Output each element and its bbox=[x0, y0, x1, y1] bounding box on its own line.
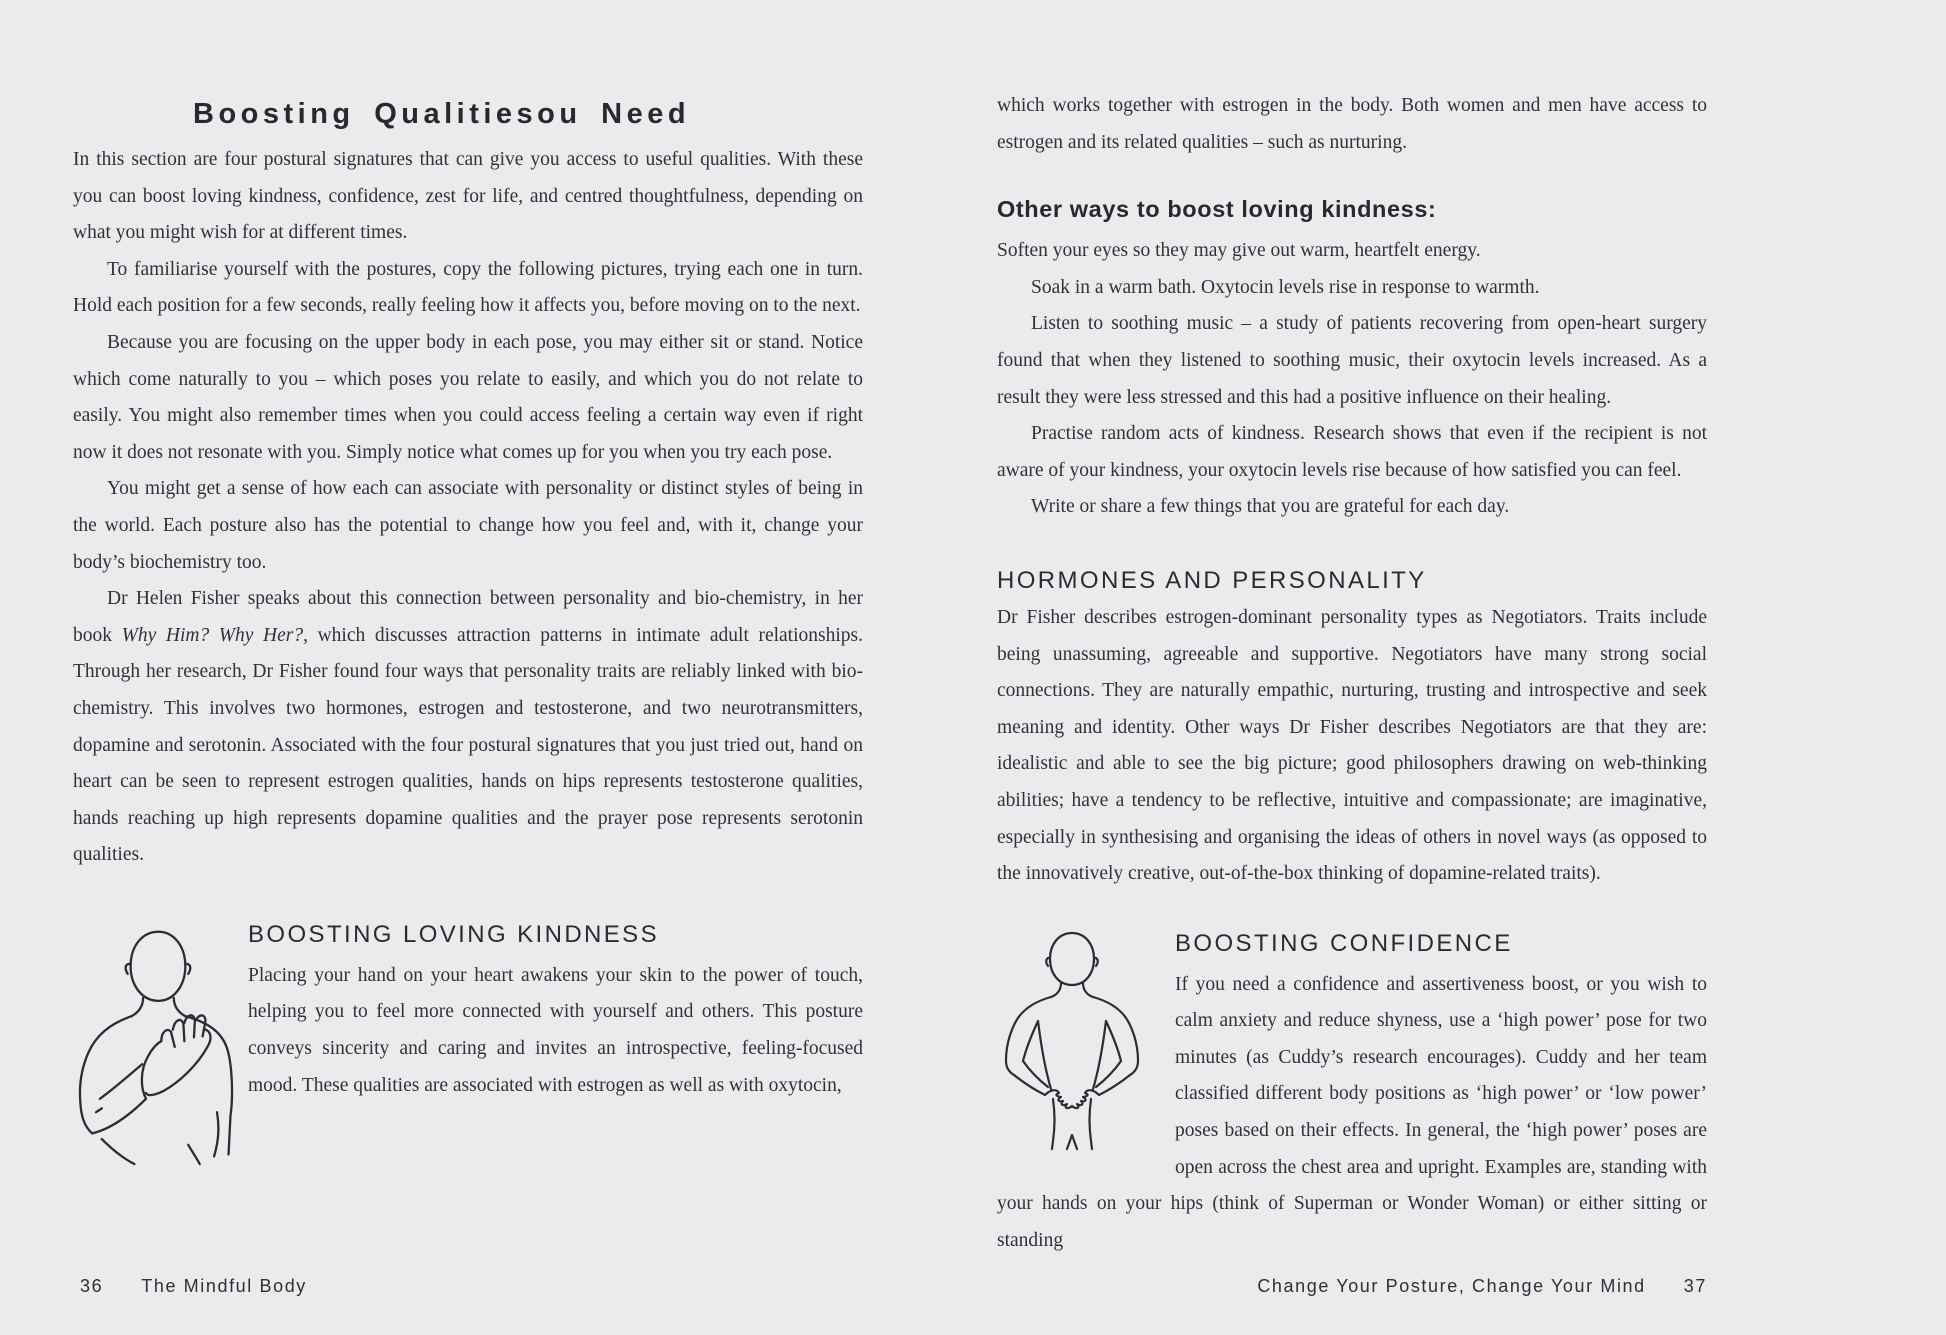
confidence-paragraph: If you need a confidence and assertiveness boost, or you wish to calm anxiety and reduce shyness, use a ‘high power’ pose for two minutes (as Cuddy’s research encourages). Cuddy and her team classified different body positions as ‘high power’ or ‘low power’ poses based on their effects. In general, the ‘high power’ poses are open across the chest area and upright. Examples are, standing with your hands on your hips (think of Superman or Wonder Woman) or either sitting or standing bbox=[997, 973, 1707, 1251]
right-body-text bbox=[997, 88, 1707, 1259]
figure-hand-on-heart bbox=[73, 920, 248, 1170]
hands-on-hips-illustration bbox=[997, 929, 1147, 1151]
tips-list bbox=[997, 233, 1707, 526]
paragraph: In this section are four postural signatures that can give you access to useful qualities. With these you can boost loving kindness, confidence, zest for life, and centred thoughtfulness, depending on what you might wish for at different times. bbox=[73, 149, 863, 244]
book-reference-italic: Why Him? Why Her? bbox=[121, 624, 304, 646]
section-heading-hormones: HORMONES AND PERSONALITY bbox=[997, 566, 1427, 594]
tip-item: Soften your eyes so they may give out warm, heartfelt energy. bbox=[997, 240, 1481, 262]
right-page bbox=[997, 0, 1707, 1259]
paragraph: To familiarise yourself with the postures, copy the following pictures, trying each one in turn. Hold each position for a few seconds, really feeling how it affects you, before moving on to the next. bbox=[73, 258, 863, 317]
paragraph: which works together with estrogen in the body. Both women and men have access to estrogen and its related qualities – such as nurturing. bbox=[997, 95, 1707, 153]
fisher-text-after: , which discusses attraction patterns in intimate adult relationships. Through her research, Dr Fisher found four ways that personality traits are reliably linked with bio-chemistry. This involves two hormones, estrogen and testosterone, and two neurotransmitters, dopamine and serotonin. Associated with the four postural signatures that you just tried out, hand on heart can be seen to represent estrogen qualities, hands on hips represents testosterone qualities, hands reaching up high represents dopamine qualities and the prayer pose represents serotonin qualities. bbox=[73, 624, 863, 866]
paragraph: You might get a sense of how each can associate with personality or distinct styles of being in the world. Each posture also has the potential to change how you feel and, with it, change your body’s biochemistry too. bbox=[73, 478, 863, 573]
right-page-footer bbox=[1257, 1276, 1707, 1297]
section-heading-confidence: BOOSTING CONFIDENCE bbox=[1175, 929, 1513, 957]
figure-hands-on-hips bbox=[997, 929, 1175, 1151]
section-heading-other-ways: Other ways to boost loving kindness: bbox=[997, 196, 1437, 223]
left-page-footer bbox=[80, 1276, 307, 1297]
tip-item: Practise random acts of kindness. Research shows that even if the recipient is not aware of your kindness, your oxytocin levels rise because of how satisfied you can feel. bbox=[997, 423, 1707, 481]
chapter-title-footer: Change Your Posture, Change Your Mind bbox=[1257, 1276, 1646, 1296]
page-number: 37 bbox=[1683, 1276, 1707, 1296]
loving-kindness-paragraph: Placing your hand on your heart awakens your skin to the power of touch, helping you to feel more connected with yourself and others. This posture conveys sincerity and caring and invites an introspective, feeling-focused mood. These qualities are associated with estrogen as well as with oxytocin, bbox=[248, 964, 863, 1096]
paragraph-fisher bbox=[73, 581, 863, 874]
paragraph: Because you are focusing on the upper body in each pose, you may either sit or stand. Notice which come naturally to you – which poses you relate to easily, and which you do not relate to easily. You might also remember times when you could access feeling a certain way even if right now it does not resonate with you. Simply notice what comes up for you when you try each pose. bbox=[73, 331, 863, 463]
page-number: 36 bbox=[80, 1276, 104, 1296]
fisher-text-before: Dr Helen Fisher speaks about this connection between personality and bio-chemistry, in her book bbox=[73, 588, 863, 646]
tip-item: Soak in a warm bath. Oxytocin levels rise in response to warmth. bbox=[1031, 276, 1540, 298]
left-page bbox=[73, 0, 863, 1170]
hand-on-heart-illustration bbox=[73, 920, 241, 1170]
loving-kindness-section bbox=[73, 920, 863, 1104]
section-heading-loving-kindness: BOOSTING LOVING KINDNESS bbox=[248, 920, 660, 948]
page-title: Boosting Qualitiesou Need bbox=[193, 98, 691, 130]
hormones-paragraph: Dr Fisher describes estrogen-dominant personality types as Negotiators. Traits include being unassuming, agreeable and supportive. Negotiators have many strong social connections. They are naturally empathic, nurturing, trusting and introspective and seek meaning and identity. Other ways Dr Fisher describes Negotiators are that they are: idealistic and able to see the big picture; good philosophers drawing on web-thinking abilities; have a tendency to be reflective, intuitive and compassionate; are imaginative, especially in synthesising and organising the ideas of others in novel ways (as opposed to the innovatively creative, out-of-the-box thinking of dopamine-related traits). bbox=[997, 606, 1707, 885]
tip-item: Listen to soothing music – a study of patients recovering from open-heart surgery found that when they listened to soothing music, their oxytocin levels increased. As a result they were less stressed and this had a positive influence on their healing. bbox=[997, 313, 1707, 408]
left-body-text bbox=[73, 142, 863, 874]
confidence-section bbox=[997, 929, 1707, 1260]
book-title-footer: The Mindful Body bbox=[141, 1276, 307, 1296]
tip-item: Write or share a few things that you are grateful for each day. bbox=[1031, 496, 1510, 518]
